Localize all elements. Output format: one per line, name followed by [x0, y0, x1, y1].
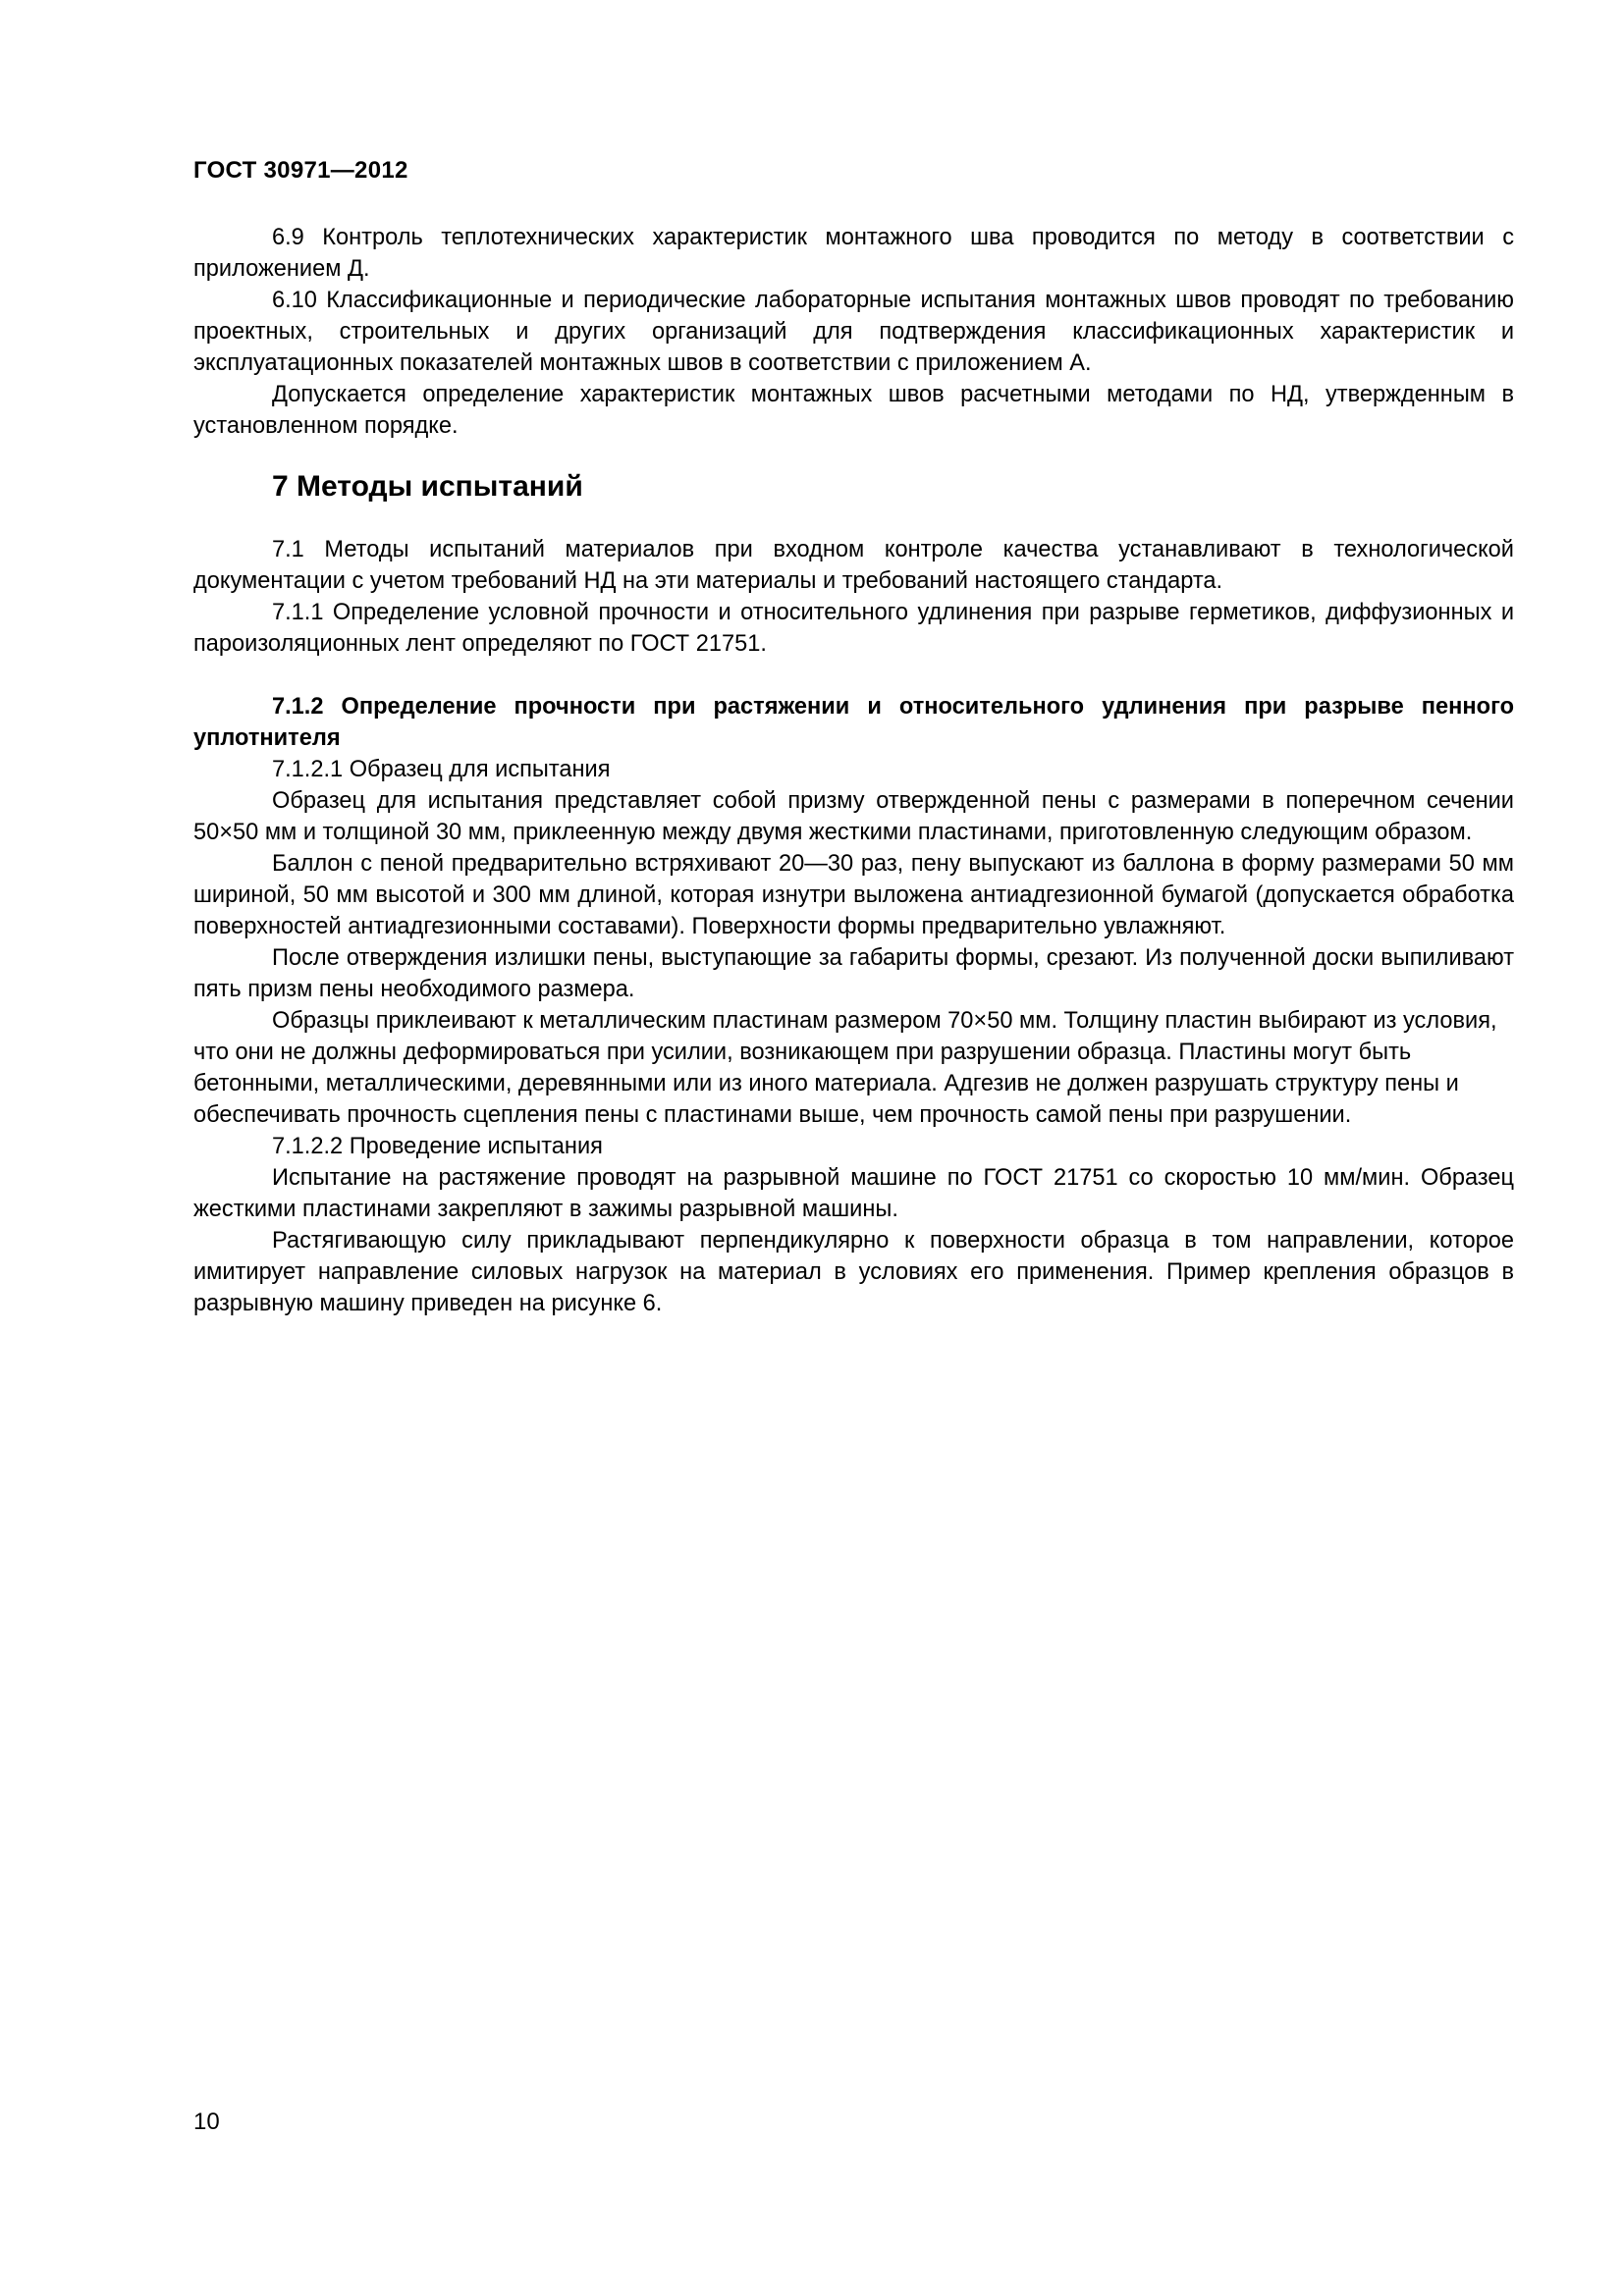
- paragraph-6-9: 6.9 Контроль теплотехнических характеристик монтажного шва проводится по методу в соответствии с приложением Д.: [193, 225, 1514, 282]
- paragraph-tensile: Испытание на растяжение проводят на разрывной машине по ГОСТ 21751 со скоростью 10 мм/мин. Образец жесткими пластинами закрепляют в зажимы разрывной машины.: [193, 1165, 1514, 1222]
- paragraph-force: Растягивающую силу прикладывают перпендикулярно к поверхности образца в том направлении, которое имитирует направление силовых нагрузок на материал в условиях его применения. Пример крепления образцов в разрывную машину приведен на рисунке 6.: [193, 1228, 1514, 1316]
- page-number: 10: [193, 2109, 220, 2135]
- subsection-7-1-2-2-title: 7.1.2.2 Проведение испытания: [272, 1134, 603, 1159]
- paragraph-cure: После отверждения излишки пены, выступающие за габариты формы, срезают. Из полученной доски выпиливают пять призм пены необходимого размера.: [193, 945, 1514, 1002]
- page-content: [193, 222, 1514, 1319]
- document-header: ГОСТ 30971—2012: [193, 157, 408, 184]
- subsection-7-1-2-title: 7.1.2 Определение прочности при растяжении и относительного удлинения при разрыве пенного уплотнителя: [193, 694, 1514, 751]
- paragraph-6-10: 6.10 Классификационные и периодические лабораторные испытания монтажных швов проводят по требованию проектных, строительных и других организаций для подтверждения классификационных характеристик и эксплуатационных показателей монтажных швов в соответствии с приложением А.: [193, 288, 1514, 376]
- section-7-title: 7 Методы испытаний: [272, 470, 583, 503]
- paragraph-7-1-1: 7.1.1 Определение условной прочности и относительного удлинения при разрыве герметиков, диффузионных и пароизоляционных лент определяют по ГОСТ 21751.: [193, 600, 1514, 657]
- paragraph-sample: Образец для испытания представляет собой призму отвержденной пены с размерами в поперечном сечении 50×50 мм и толщиной 30 мм, приклеенную между двумя жесткими пластинами, приготовленную следующим образом.: [193, 788, 1514, 845]
- paragraph-7-1: 7.1 Методы испытаний материалов при входном контроле качества устанавливают в технологической документации с учетом требований НД на эти материалы и требований настоящего стандарта.: [193, 537, 1514, 594]
- paragraph-glue: Образцы приклеивают к металлическим пластинам размером 70×50 мм. Толщину пластин выбирают из условия, что они не должны деформироваться при усилии, возникающем при разрушении образца. Пластины могут быть бетонными, металлическими, деревянными или из иного материала. Адгезив не должен разрушать структуру пены и обеспечивать прочность сцепления пены с пластинами выше, чем прочность самой пены при разрушении.: [193, 1008, 1497, 1128]
- paragraph-balloon: Баллон с пеной предварительно встряхивают 20—30 раз, пену выпускают из баллона в форму размерами 50 мм шириной, 50 мм высотой и 300 мм длиной, которая изнутри выложена антиадгезионной бумагой (допускается обработка поверхностей антиадгезионными составами). Поверхности формы предварительно увлажняют.: [193, 851, 1514, 939]
- subsection-7-1-2-1-title: 7.1.2.1 Образец для испытания: [272, 757, 611, 782]
- paragraph-6-10-calc: Допускается определение характеристик монтажных швов расчетными методами по НД, утвержденным в установленном порядке.: [193, 382, 1514, 439]
